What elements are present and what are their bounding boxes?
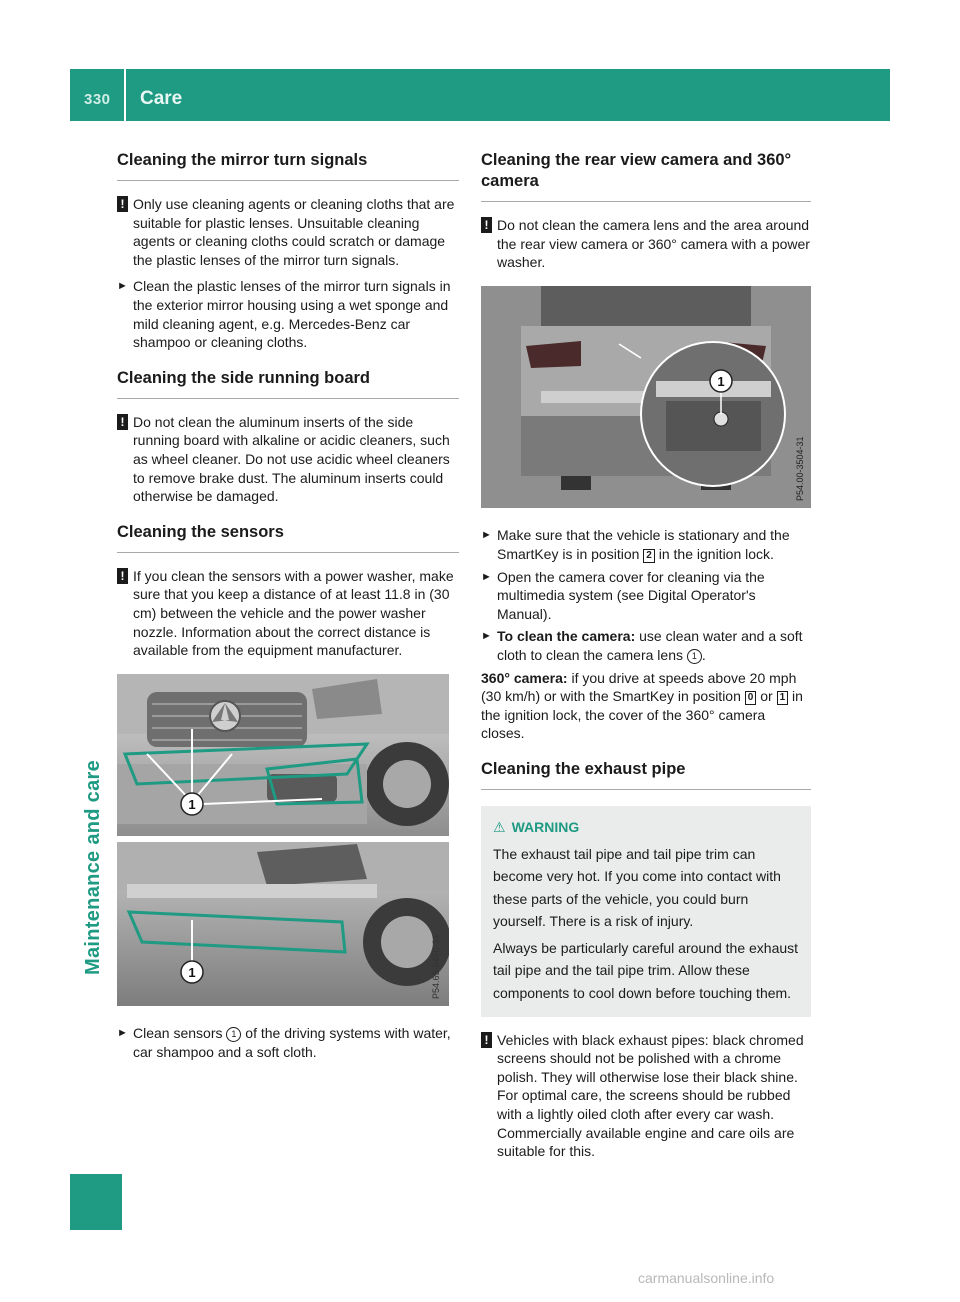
step-text-pre: Make sure that the vehicle is stationary and the SmartKey is in position bbox=[497, 527, 790, 562]
key-position-2: 2 bbox=[643, 549, 655, 563]
note-label: 360° camera: bbox=[481, 669, 568, 686]
key-position-1: 1 bbox=[777, 691, 789, 705]
step-text-post: of the driving systems with water, car shampoo and a soft cloth. bbox=[133, 1025, 451, 1060]
step-text-pre: Clean sensors bbox=[133, 1025, 227, 1042]
step-label: To clean the camera: bbox=[497, 628, 636, 645]
step-arrow-icon: ► bbox=[481, 630, 492, 643]
notice-exhaust bbox=[481, 1031, 811, 1161]
step-open-cover bbox=[481, 568, 811, 624]
step-arrow-icon: ► bbox=[481, 570, 492, 583]
notice-text: Do not clean the camera lens and the area around the rear view camera or 360° camera with a power washer. bbox=[497, 217, 810, 271]
sensors-illustration bbox=[117, 674, 449, 1006]
warning-triangle-icon: ⚠ bbox=[493, 818, 506, 835]
heading-camera: Cleaning the rear view camera and 360° camera bbox=[481, 150, 811, 202]
notice-sensors bbox=[117, 567, 459, 660]
left-column bbox=[117, 150, 459, 1065]
notice-camera bbox=[481, 216, 811, 272]
side-tab-label: Maintenance and care bbox=[82, 760, 104, 975]
notice-mirror bbox=[117, 195, 459, 269]
step-arrow-icon: ► bbox=[117, 280, 128, 293]
figure-callout: 1 bbox=[188, 964, 196, 980]
caution-icon: ! bbox=[481, 1032, 492, 1048]
warning-title bbox=[493, 816, 801, 839]
caution-icon: ! bbox=[117, 568, 128, 584]
caution-icon: ! bbox=[481, 217, 492, 233]
caution-icon: ! bbox=[117, 414, 128, 430]
camera-illustration bbox=[481, 286, 811, 508]
warning-text: The exhaust tail pipe and tail pipe trim can become very hot. If you come into contact with these parts of the vehicle, you could burn yourself. There is a risk of injury. bbox=[493, 845, 781, 930]
heading-sensors: Cleaning the sensors bbox=[117, 522, 459, 553]
sensors-figure bbox=[117, 674, 459, 1011]
heading-mirror-turn-signals: Cleaning the mirror turn signals bbox=[117, 150, 459, 181]
figure-code: P54.65-5450-31 bbox=[431, 934, 441, 999]
caution-icon: ! bbox=[117, 196, 128, 212]
camera-360-note bbox=[481, 669, 811, 743]
side-tab-marker bbox=[70, 1174, 122, 1230]
step-clean-mirror bbox=[117, 277, 459, 351]
watermark: carmanualsonline.info bbox=[638, 1270, 775, 1286]
note-text-mid: or bbox=[756, 688, 777, 705]
right-column bbox=[481, 150, 811, 1169]
step-arrow-icon: ► bbox=[117, 1027, 128, 1040]
camera-lens-ref-marker: 1 bbox=[687, 649, 702, 664]
heading-exhaust: Cleaning the exhaust pipe bbox=[481, 759, 811, 790]
section-title: Care bbox=[140, 88, 183, 109]
step-text: Clean the plastic lenses of the mirror turn signals in the exterior mirror housing using a wet sponge and mild cleaning agent, e.g. Mercedes-Benz car shampoo or cleaning cloths. bbox=[133, 278, 451, 351]
notice-running-board bbox=[117, 413, 459, 506]
step-text-pre: use clean water and a soft cloth to clean the camera lens bbox=[497, 628, 803, 663]
step-text: Open the camera cover for cleaning via the multimedia system (see Digital Operator's Manual). bbox=[497, 568, 765, 622]
figure-callout: 1 bbox=[188, 796, 196, 812]
figure-code: P54.00-3504-31 bbox=[795, 436, 805, 501]
step-stationary bbox=[481, 526, 811, 563]
notice-text: If you clean the sensors with a power washer, make sure that you keep a distance of at least 11.8 in (30 cm) between the vehicle and the power washer nozzle. Information about the correct distance is available from the equipment manufacturer. bbox=[133, 567, 454, 659]
header-divider bbox=[124, 69, 126, 121]
figure-callout: 1 bbox=[717, 373, 725, 389]
notice-text: Vehicles with black exhaust pipes: black chromed screens should not be polished with a chrome polish. They will otherwise lose their black shine. For optimal care, the screens should be rubbed with a lightly oiled cloth after every car wash. Commercially available engine and care oils are suitable for this. bbox=[497, 1031, 804, 1160]
step-arrow-icon: ► bbox=[481, 529, 492, 542]
header-bar bbox=[70, 69, 890, 121]
sensor-ref-marker: 1 bbox=[226, 1027, 241, 1042]
warning-box bbox=[481, 806, 811, 1017]
key-position-0: 0 bbox=[745, 691, 757, 705]
notice-text: Do not clean the aluminum inserts of the side running board with alkaline or acidic cleaners, such as wheel cleaner. Do not use acidic wheel cleaners to remove brake dust. The aluminum inserts could otherwise be damaged. bbox=[133, 413, 450, 505]
warning-text: Always be particularly careful around the exhaust tail pipe and the tail pipe trim. Allow these components to cool down before touching them. bbox=[493, 939, 799, 1002]
step-text-post: in the ignition lock. bbox=[654, 545, 774, 562]
step-clean-camera bbox=[481, 627, 811, 664]
note-text-pre: if you drive at speeds above 20 mph (30 km/h) or with the SmartKey in position bbox=[481, 669, 797, 705]
camera-figure bbox=[481, 286, 811, 513]
page-number: 330 bbox=[84, 91, 111, 108]
heading-running-board: Cleaning the side running board bbox=[117, 368, 459, 399]
step-text-post: . bbox=[701, 646, 706, 663]
note-text-post: in the ignition lock, the cover of the 360° camera closes. bbox=[481, 688, 803, 742]
notice-text: Only use cleaning agents or cleaning cloths that are suitable for plastic lenses. Unsuitable cleaning agents or cleaning cloths could scratch or damage the plastic lenses of the mirror turn signals. bbox=[133, 196, 455, 268]
step-clean-sensors bbox=[117, 1024, 459, 1061]
warning-title-text: WARNING bbox=[511, 818, 580, 835]
